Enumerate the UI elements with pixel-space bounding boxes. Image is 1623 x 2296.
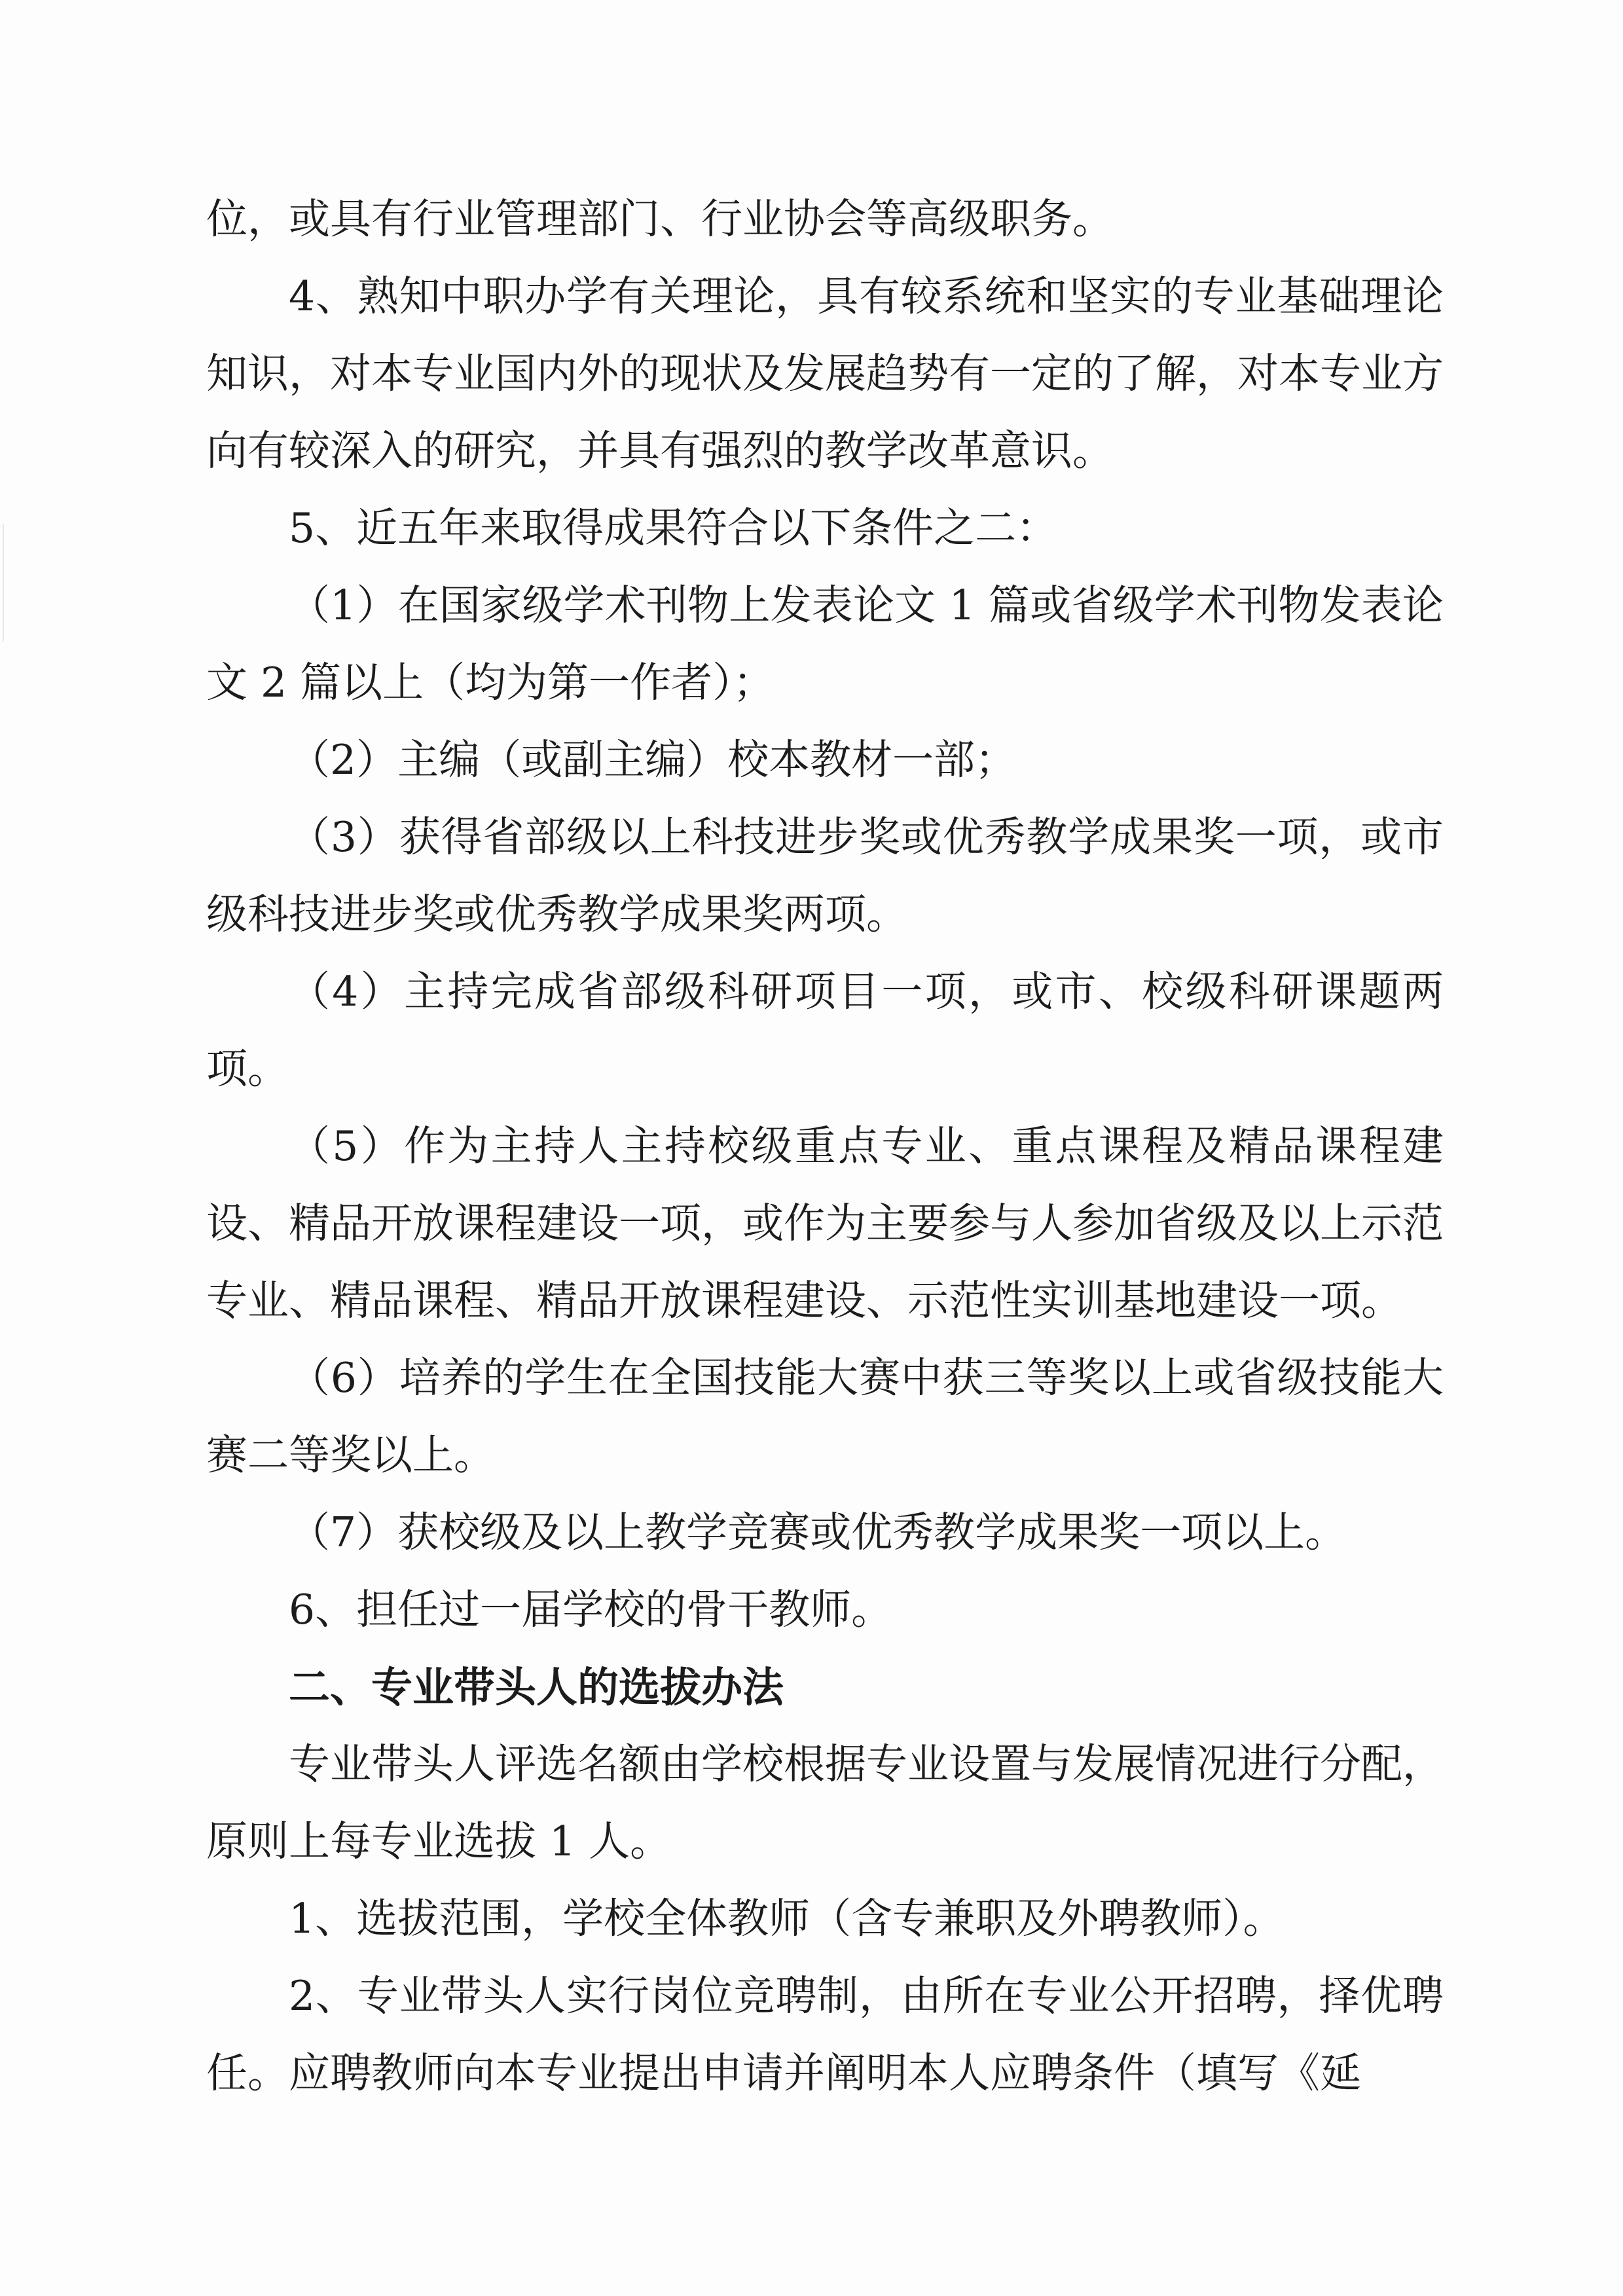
paragraph-item-4: 4、熟知中职办学有关理论，具有较系统和坚实的专业基础理论知识，对本专业国内外的现状及发展趋势有一定的了解，对本专业方向有较深入的研究，并具有强烈的教学改革意识。 <box>206 272 1444 475</box>
paragraph-continuation: 位，或具有行业管理部门、行业协会等高级职务。 <box>206 195 1114 243</box>
paragraph-condition-6: （6）培养的学生在全国技能大赛中获三等奖以上或省级技能大赛二等奖以上。 <box>206 1354 1444 1479</box>
document-body <box>206 181 1444 2112</box>
section-heading-selection-method: 二、专业带头人的选拔办法 <box>289 1663 784 1711</box>
paragraph-condition-4: （4）主持完成省部级科研项目一项，或市、校级科研课题两项。 <box>206 968 1444 1093</box>
paragraph-method-1: 1、选拔范围，学校全体教师（含专兼职及外聘教师）。 <box>289 1895 1285 1942</box>
scan-edge-mark <box>3 524 4 642</box>
paragraph-item-6: 6、担任过一届学校的骨干教师。 <box>289 1586 893 1633</box>
paragraph-condition-5: （5）作为主持人主持校级重点专业、重点课程及精品课程建设、精品开放课程建设一项，或作为主要参与人参加省级及以上示范专业、精品课程、精品开放课程建设、示范性实训基地建设一项。 <box>206 1122 1444 1324</box>
paragraph-condition-7: （7）获校级及以上教学竞赛或优秀教学成果奖一项以上。 <box>289 1508 1347 1556</box>
paragraph-condition-3: （3）获得省部级以上科技进步奖或优秀教学成果奖一项，或市级科技进步奖或优秀教学成果奖两项。 <box>206 813 1444 938</box>
paragraph-item-5: 5、近五年来取得成果符合以下条件之二： <box>289 504 1058 552</box>
paragraph-method-2: 2、专业带头人实行岗位竞聘制，由所在专业公开招聘，择优聘任。应聘教师向本专业提出申请并阐明本人应聘条件（填写《延 <box>206 1972 1444 2097</box>
paragraph-condition-1: （1）在国家级学术刊物上发表论文 1 篇或省级学术刊物发表论文 2 篇以上（均为第一作者）； <box>206 581 1444 706</box>
paragraph-quota: 专业带头人评选名额由学校根据专业设置与发展情况进行分配，原则上每专业选拔 1 人。 <box>206 1740 1444 1865</box>
paragraph-condition-2: （2）主编（或副主编）校本教材一部； <box>289 736 1017 784</box>
